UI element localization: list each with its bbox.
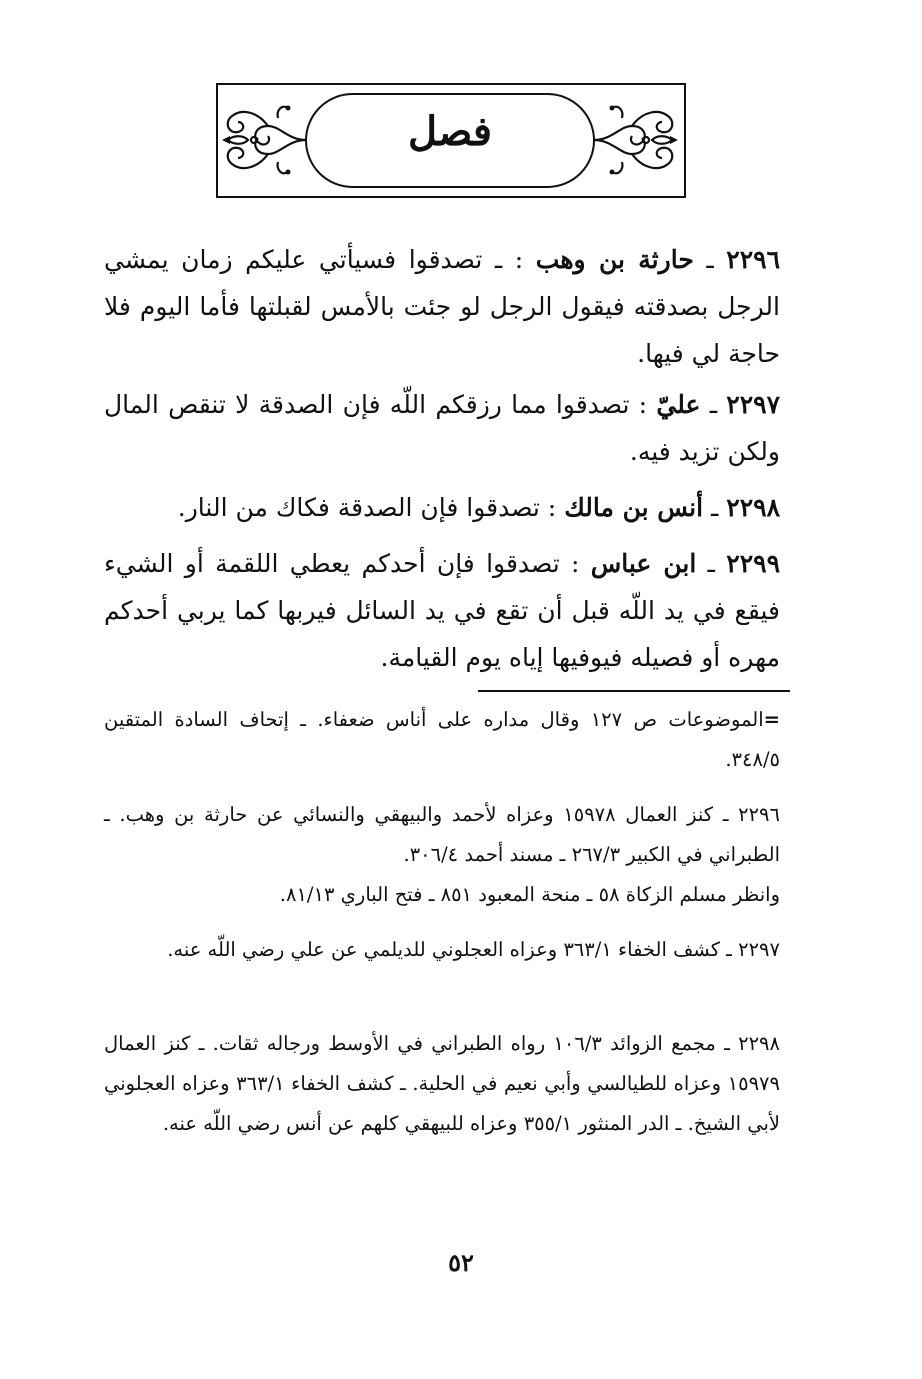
footnote-text: ٢٢٩٧ ـ كشف الخفاء ٣٦٣/١ وعزاه العجلوني للديلمي عن علي رضي اللّه عنه. (167, 938, 780, 961)
continuation-mark: = (763, 708, 780, 731)
main-text (104, 484, 780, 531)
left-ornament-icon (218, 96, 310, 184)
hadith-number: ٢٢٩٧ (726, 390, 780, 419)
footnote (104, 795, 780, 915)
hadith-entry: ٢٢٩٨ ـ أنس بن مالك : تصدقوا فإن الصدقة فكاك من النار. (177, 493, 780, 522)
hadith-entry: ٢٢٩٦ ـ حارثة بن وهب : ـ تصدقوا فسيأتي عليكم زمان يمشي الرجل بصدقته فيقول الرجل لو جئت بالأمس لقبلتها فأما اليوم فلا حاجة لي فيها. (104, 245, 780, 368)
page-number: ٥٢ (448, 1248, 474, 1277)
main-text (104, 540, 780, 681)
hadith-narrator: عليّ (656, 390, 701, 419)
hadith-narrator: أنس بن مالك (564, 493, 704, 522)
footnote (104, 1024, 780, 1144)
footnote-separator (478, 690, 790, 692)
hadith-text: : تصدقوا فإن أحدكم يعطي اللقمة أو الشيء فيقع في يد اللّه قبل أن تقع في يد السائل فيربها كما يربي أحدكم مهره أو فصيله فيوفيها إياه يوم القيامة. (104, 549, 780, 672)
footnote-text: ٢٢٩٦ ـ كنز العمال ١٥٩٧٨ وعزاه لأحمد والبيهقي والنسائي عن حارثة بن وهب. ـ الطبراني في الكبير ٢٦٧/٣ ـ مسند أحمد ٣٠٦/٤. (104, 803, 780, 866)
footnote-extra: وانظر مسلم الزكاة ٥٨ ـ منحة المعبود ٨٥١ ـ فتح الباري ٨١/١٣. (279, 883, 780, 906)
hadith-narrator: حارثة بن وهب (535, 245, 694, 274)
right-ornament-icon (590, 96, 682, 184)
footnote-text: ٢٢٩٨ ـ مجمع الزوائد ١٠٦/٣ رواه الطبراني في الأوسط ورجاله ثقات. ـ كنز العمال ١٥٩٧٩ وعزاه للطيالسي وأبي نعيم في الحلية. ـ كشف الخفاء ٣٦٣/١ وعزاه العجلوني لأبي الشيخ. ـ الدر المنثور ٣٥٥/١ وعزاه للبيهقي كلهم عن أنس رضي اللّه عنه. (104, 1032, 781, 1135)
section-title: فصل (407, 108, 493, 155)
footnote (104, 930, 780, 970)
hadith-entry: ٢٢٩٧ ـ عليّ : تصدقوا مما رزقكم اللّه فإن الصدقة لا تنقص المال ولكن تزيد فيه. (104, 390, 780, 466)
hadith-number: ٢٢٩٨ (726, 493, 780, 522)
main-text (104, 381, 780, 475)
main-text (104, 236, 780, 377)
hadith-narrator: ابن عباس (590, 549, 697, 578)
hadith-text: : تصدقوا مما رزقكم اللّه فإن الصدقة لا تنقص المال ولكن تزيد فيه. (104, 390, 780, 466)
hadith-text: : تصدقوا فإن الصدقة فكاك من النار. (177, 493, 557, 522)
hadith-number: ٢٢٩٦ (726, 245, 780, 274)
hadith-entry: ٢٢٩٩ ـ ابن عباس : تصدقوا فإن أحدكم يعطي اللقمة أو الشيء فيقع في يد اللّه قبل أن تقع في يد السائل فيربها كما يربي أحدكم مهره أو فصيله فيوفيها إياه يوم القيامة. (104, 549, 781, 672)
hadith-number: ٢٢٩٩ (726, 549, 781, 578)
footnote-text: الموضوعات ص ١٢٧ وقال مداره على أناس ضعفاء. ـ إتحاف السادة المتقين ٣٤٨/٥. (104, 708, 780, 771)
footnote-continuation (104, 700, 780, 780)
hadith-text: : ـ تصدقوا فسيأتي عليكم زمان يمشي الرجل بصدقته فيقول الرجل لو جئت بالأمس لقبلتها فأما اليوم فلا حاجة لي فيها. (104, 245, 780, 368)
